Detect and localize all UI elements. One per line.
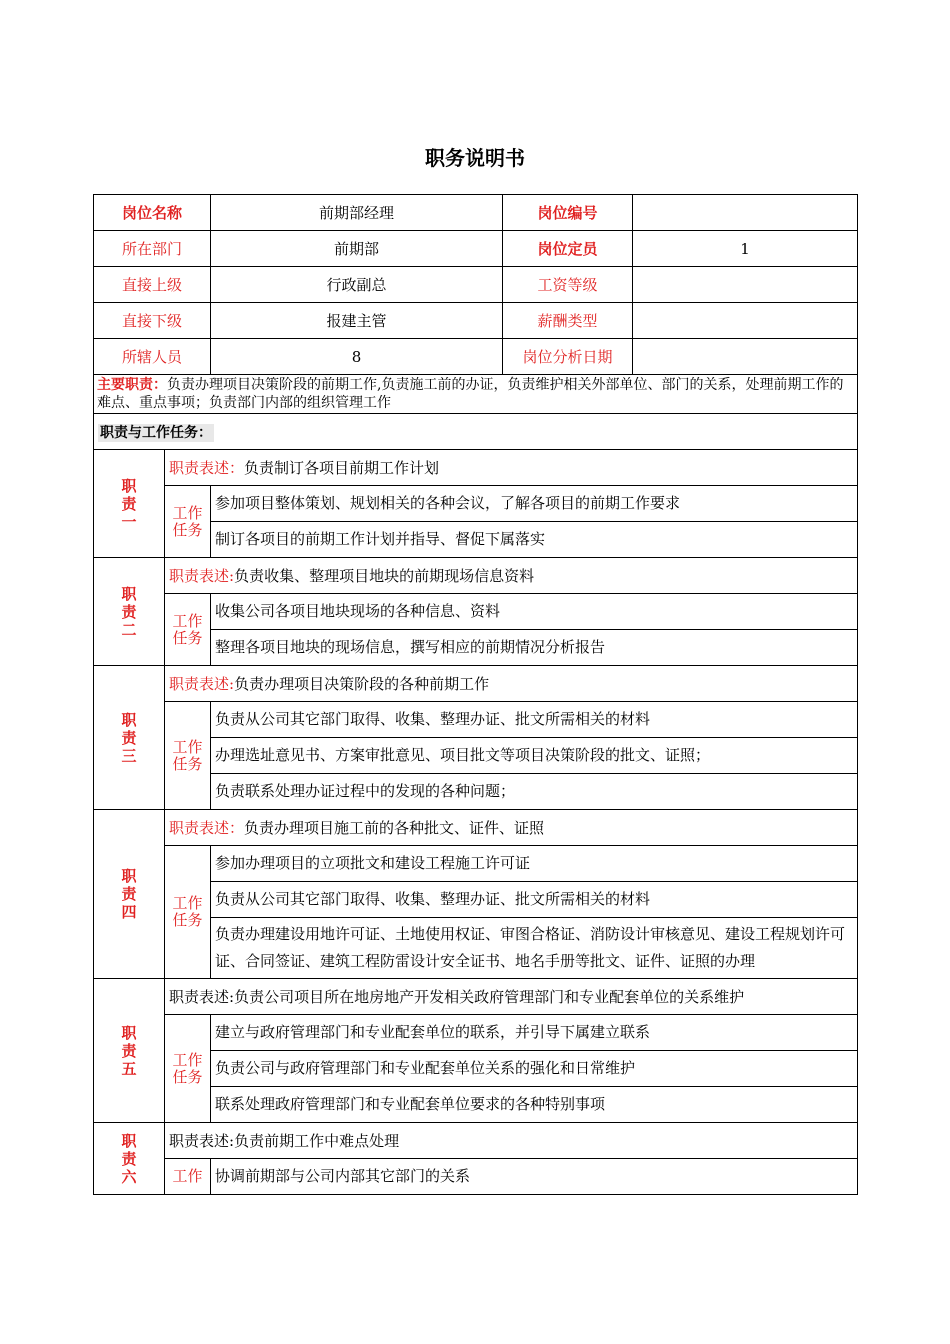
task-label: 工作任务: [165, 486, 211, 558]
duty-label: 职责三: [94, 666, 165, 810]
duty-desc-prefix: 职责表述：: [169, 819, 245, 837]
value-subordinate: 报建主管: [211, 303, 503, 339]
label-post-name: 岗位名称: [94, 195, 211, 231]
duty-label: 职责六: [94, 1123, 165, 1195]
task-item: 协调前期部与公司内部其它部门的关系: [211, 1159, 858, 1195]
duty-desc-prefix: 职责表述:: [169, 988, 235, 1006]
duty-description: [165, 666, 858, 702]
header-row-post-name: [94, 195, 858, 231]
value-pay-type: [633, 303, 858, 339]
duty-row: [94, 1123, 858, 1159]
task-item: 负责办理建设用地许可证、土地使用权证、审图合格证、消防设计审核意见、建设工程规划许可证、合同签证、建筑工程防雷设计安全证书、地名手册等批文、证件、证照的办理: [211, 918, 858, 979]
label-subordinate: 直接下级: [94, 303, 211, 339]
label-analysis-date: 岗位分析日期: [503, 339, 633, 375]
task-label: 工作任务: [165, 1015, 211, 1123]
main-duty-row: [94, 375, 858, 414]
task-row: [94, 1015, 858, 1051]
duty-desc-prefix: 职责表述：: [169, 459, 245, 477]
task-item: 负责从公司其它部门取得、收集、整理办证、批文所需相关的材料: [211, 702, 858, 738]
value-post-name: 前期部经理: [211, 195, 503, 231]
duty-label: 职责二: [94, 558, 165, 666]
value-post-number: [633, 195, 858, 231]
task-row: [94, 1159, 858, 1195]
task-label: 工作: [165, 1159, 211, 1195]
task-item: 建立与政府管理部门和专业配套单位的联系，并引导下属建立联系: [211, 1015, 858, 1051]
duty-description: [165, 979, 858, 1015]
duty-desc-text: 负责前期工作中难点处理: [234, 1132, 400, 1150]
label-pay-type: 薪酬类型: [503, 303, 633, 339]
value-salary-grade: [633, 267, 858, 303]
duty-description: [165, 450, 858, 486]
value-headcount: 1: [633, 231, 858, 267]
duty-desc-prefix: 职责表述:: [169, 567, 235, 585]
task-item: 负责从公司其它部门取得、收集、整理办证、批文所需相关的材料: [211, 882, 858, 918]
task-row: [94, 486, 858, 522]
task-item: 参加项目整体策划、规划相关的各种会议，了解各项目的前期工作要求: [211, 486, 858, 522]
page-title: 职务说明书: [425, 146, 525, 170]
task-label: 工作任务: [165, 702, 211, 810]
main-duty-text: 负责办理项目决策阶段的前期工作,负责施工前的办证，负责维护相关外部单位、部门的关系，处理前期工作的难点、重点事项；负责部门内部的组织管理工作: [97, 377, 844, 411]
task-row: [94, 594, 858, 630]
header-row-staff: [94, 339, 858, 375]
duty-desc-text: 负责公司项目所在地房地产开发相关政府管理部门和专业配套单位的关系维护: [234, 988, 745, 1006]
header-row-subordinate: [94, 303, 858, 339]
duty-label: 职责四: [94, 810, 165, 979]
duty-desc-text: 负责收集、整理项目地块的前期现场信息资料: [234, 567, 535, 585]
task-row: [94, 846, 858, 882]
duty-desc-prefix: 职责表述:: [169, 1132, 235, 1150]
duty-description: [165, 810, 858, 846]
duty-description: [165, 1123, 858, 1159]
duty-label: 职责五: [94, 979, 165, 1123]
value-department: 前期部: [211, 231, 503, 267]
job-description-table: [93, 194, 857, 1195]
duty-desc-text: 负责办理项目决策阶段的各种前期工作: [234, 675, 490, 693]
label-superior: 直接上级: [94, 267, 211, 303]
duty-row: [94, 666, 858, 702]
duty-label: 职责一: [94, 450, 165, 558]
task-label: 工作任务: [165, 594, 211, 666]
main-duty-cell: [94, 375, 858, 414]
duty-description: [165, 558, 858, 594]
task-item: 办理选址意见书、方案审批意见、项目批文等项目决策阶段的批文、证照；: [211, 738, 858, 774]
label-staff: 所辖人员: [94, 339, 211, 375]
label-post-number: 岗位编号: [503, 195, 633, 231]
task-item: 参加办理项目的立项批文和建设工程施工许可证: [211, 846, 858, 882]
duty-desc-text: 负责办理项目施工前的各种批文、证件、证照: [244, 819, 545, 837]
task-row: [94, 702, 858, 738]
value-analysis-date: [633, 339, 858, 375]
section-title-cell: [94, 414, 858, 450]
duty-row: [94, 979, 858, 1015]
duty-desc-text: 负责制订各项目前期工作计划: [244, 459, 440, 477]
duty-row: [94, 450, 858, 486]
value-superior: 行政副总: [211, 267, 503, 303]
task-item: 制订各项目的前期工作计划并指导、督促下属落实: [211, 522, 858, 558]
value-staff: 8: [211, 339, 503, 375]
duty-desc-prefix: 职责表述:: [169, 675, 235, 693]
section-title: 职责与工作任务：: [100, 424, 212, 441]
task-item: 收集公司各项目地块现场的各种信息、资料: [211, 594, 858, 630]
task-item: 负责联系处理办证过程中的发现的各种问题；: [211, 774, 858, 810]
header-row-superior: [94, 267, 858, 303]
label-salary-grade: 工资等级: [503, 267, 633, 303]
section-title-row: [94, 414, 858, 450]
header-row-department: [94, 231, 858, 267]
task-item: 负责公司与政府管理部门和专业配套单位关系的强化和日常维护: [211, 1051, 858, 1087]
label-headcount: 岗位定员: [503, 231, 633, 267]
label-department: 所在部门: [94, 231, 211, 267]
duty-row: [94, 810, 858, 846]
main-duty-label: 主要职责：: [97, 377, 167, 393]
task-label: 工作任务: [165, 846, 211, 979]
task-item: 整理各项目地块的现场信息，撰写相应的前期情况分析报告: [211, 630, 858, 666]
duty-row: [94, 558, 858, 594]
task-item: 联系处理政府管理部门和专业配套单位要求的各种特别事项: [211, 1087, 858, 1123]
